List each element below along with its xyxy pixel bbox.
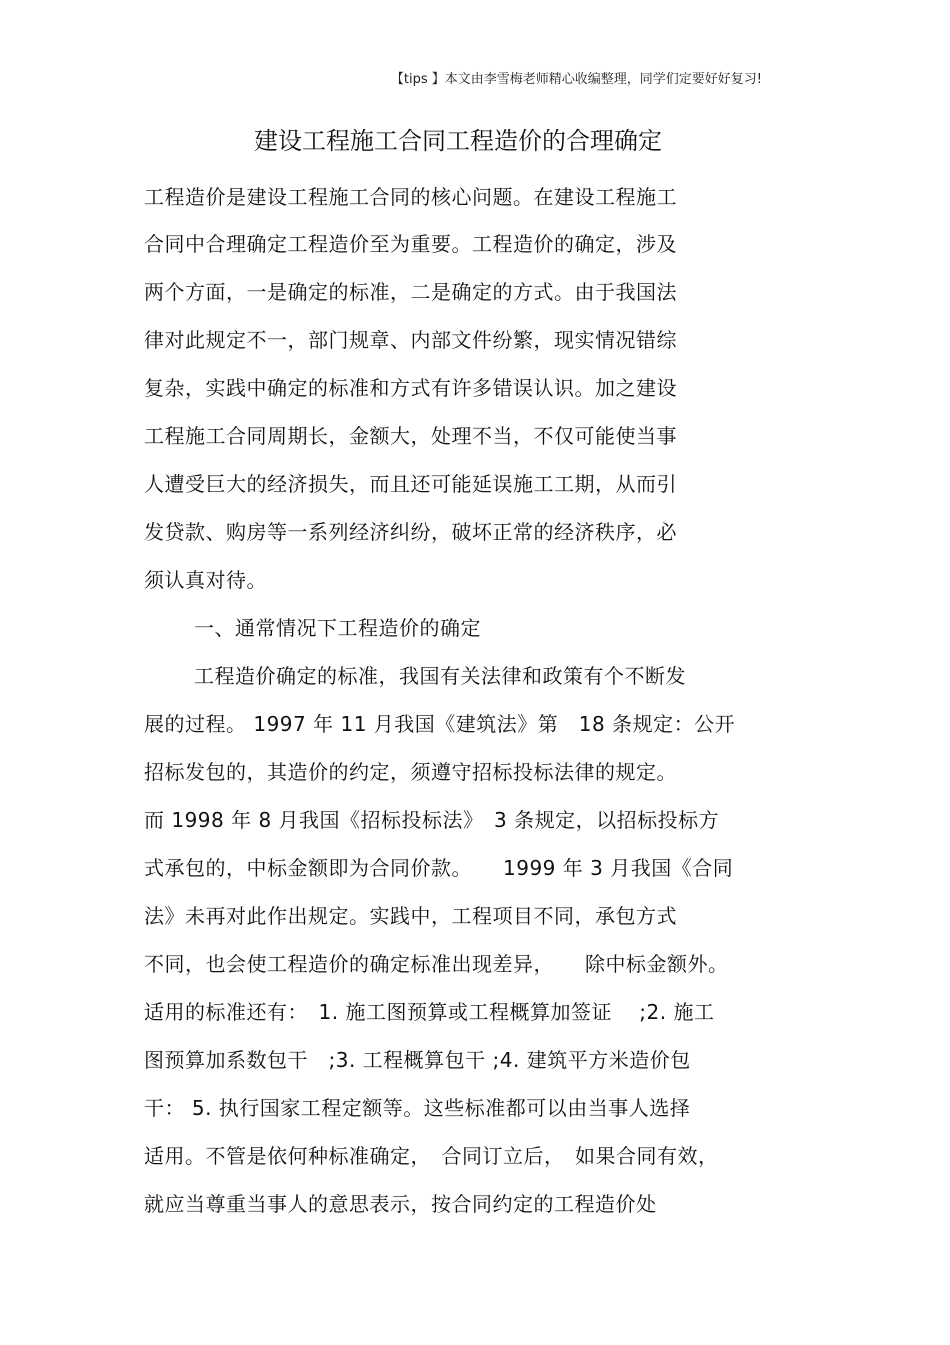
body-line: 干： 5. 执行国家工程定额等。这些标准都可以由当事人选择 xyxy=(144,1096,691,1120)
body-line: 不同，也会使工程造价的确定标准出现差异， 除中标金额外。 xyxy=(144,952,729,976)
tips-header: 【tips 】本文由李雪梅老师精心收编整理，同学们定要好好复习! xyxy=(390,72,762,87)
body-line: 招标发包的，其造价的约定，须遵守招标投标法律的规定。 xyxy=(144,760,677,784)
body-line: 工程造价确定的标准，我国有关法律和政策有个不断发 xyxy=(194,664,686,688)
body-line: 复杂，实践中确定的标准和方式有许多错误认识。加之建设 xyxy=(144,376,677,400)
body-line: 合同中合理确定工程造价至为重要。工程造价的确定，涉及 xyxy=(144,232,677,256)
body-line: 工程造价是建设工程施工合同的核心问题。在建设工程施工 xyxy=(144,185,677,209)
body-line: 适用。不管是依何种标准确定， 合同订立后， 如果合同有效， xyxy=(144,1144,719,1168)
body-line: 法》未再对此作出规定。实践中，工程项目不同，承包方式 xyxy=(144,904,677,928)
body-line: 适用的标准还有： 1. 施工图预算或工程概算加签证 ;2. 施工 xyxy=(144,1000,715,1024)
body-line: 就应当尊重当事人的意思表示，按合同约定的工程造价处 xyxy=(144,1192,657,1216)
body-line: 图预算加系数包干 ;3. 工程概算包干 ;4. 建筑平方米造价包 xyxy=(144,1048,691,1072)
body-line: 工程施工合同周期长，金额大，处理不当，不仅可能使当事 xyxy=(144,424,677,448)
document-title: 建设工程施工合同工程造价的合理确定 xyxy=(254,127,662,155)
body-line: 人遭受巨大的经济损失，而且还可能延误施工工期，从而引 xyxy=(144,472,677,496)
body-line: 展的过程。 1997 年 11 月我国《建筑法》第 18 条规定：公开 xyxy=(144,712,736,736)
section-heading: 一、通常情况下工程造价的确定 xyxy=(194,616,481,640)
body-line: 须认真对待。 xyxy=(144,568,267,592)
body-line: 式承包的，中标金额即为合同价款。 1999 年 3 月我国《合同 xyxy=(144,856,734,880)
body-line: 律对此规定不一，部门规章、内部文件纷繁，现实情况错综 xyxy=(144,328,677,352)
body-line: 发贷款、购房等一系列经济纠纷，破坏正常的经济秩序，必 xyxy=(144,520,677,544)
body-line: 而 1998 年 8 月我国《招标投标法》 3 条规定，以招标投标方 xyxy=(144,808,720,832)
body-line: 两个方面，一是确定的标准，二是确定的方式。由于我国法 xyxy=(144,280,677,304)
